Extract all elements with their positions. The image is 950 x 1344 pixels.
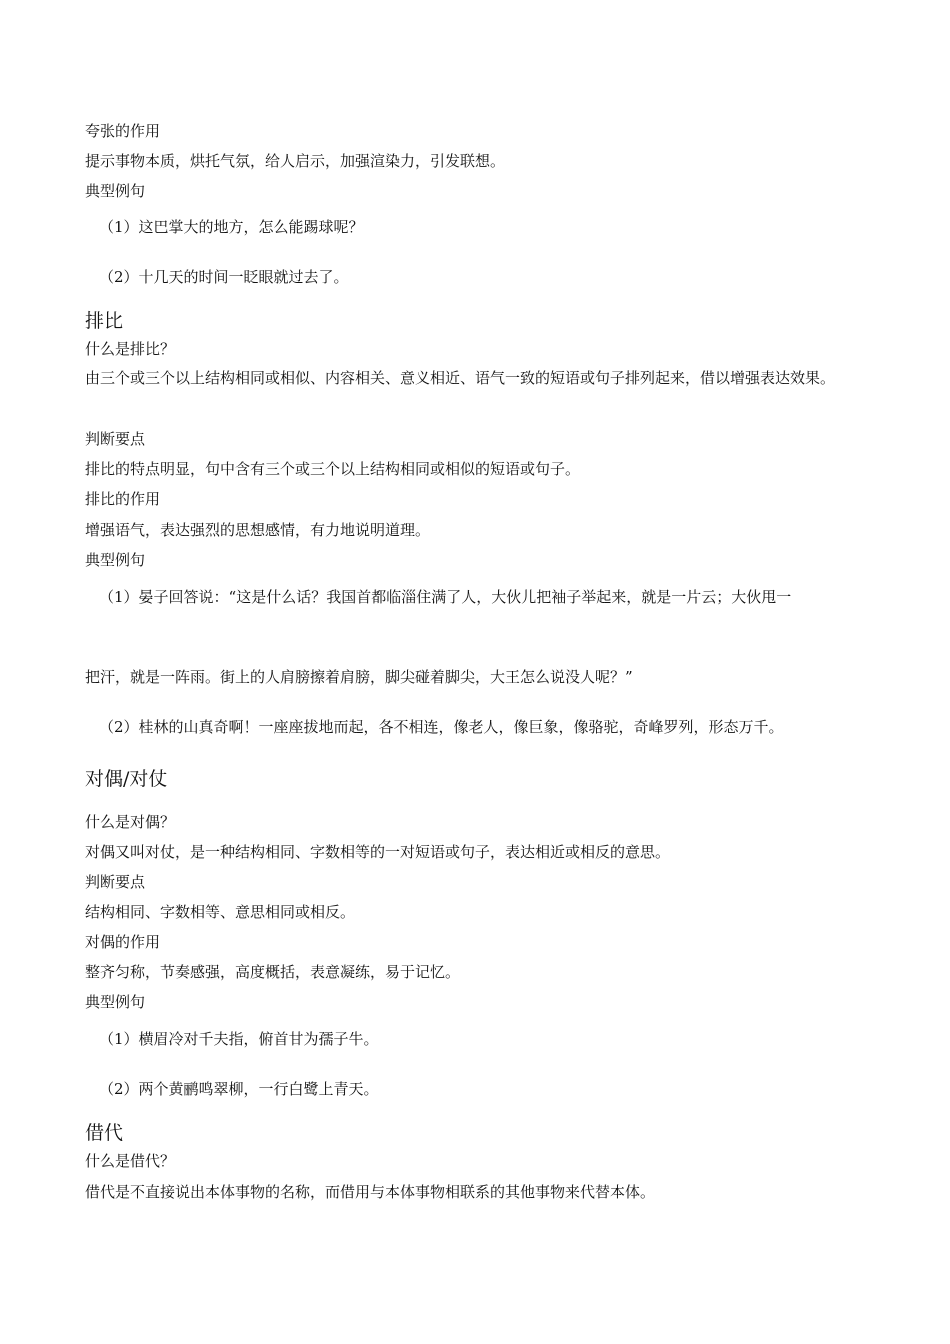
antithesis-example-2: （2）两个黄鹂鸣翠柳，一行白鹭上青天。: [99, 1080, 379, 1098]
hyperbole-examples-title: 典型例句: [85, 182, 146, 200]
parallelism-role-title: 排比的作用: [85, 490, 161, 508]
antithesis-role-title: 对偶的作用: [85, 933, 161, 951]
antithesis-heading: 对偶/对仗: [85, 768, 168, 790]
antithesis-role-text: 整齐匀称，节奏感强，高度概括，表意凝练，易于记忆。: [85, 963, 461, 981]
metonymy-what-title: 什么是借代？: [85, 1152, 176, 1170]
parallelism-example-1-line-2: 把汗，就是一阵雨。街上的人肩膀擦着肩膀，脚尖碰着脚尖，大王怎么说没人呢？”: [85, 668, 633, 686]
antithesis-example-1: （1）横眉冷对千夫指，俯首甘为孺子牛。: [99, 1030, 379, 1048]
antithesis-what-title: 什么是对偶？: [85, 813, 176, 831]
metonymy-heading: 借代: [85, 1122, 124, 1144]
antithesis-judge-text: 结构相同、字数相等、意思相同或相反。: [85, 903, 356, 921]
parallelism-what-title: 什么是排比？: [85, 340, 176, 358]
antithesis-what-text: 对偶又叫对仗，是一种结构相同、字数相等的一对短语或句子，表达相近或相反的意思。: [85, 843, 671, 861]
parallelism-examples-title: 典型例句: [85, 551, 146, 569]
parallelism-example-2: （2）桂林的山真奇啊！一座座拔地而起，各不相连，像老人，像巨象，像骆驼，奇峰罗列，形态万千。: [99, 718, 784, 736]
parallelism-role-text: 增强语气，表达强烈的思想感情，有力地说明道理。: [85, 521, 431, 539]
parallelism-what-text: 由三个或三个以上结构相同或相似、内容相关、意义相近、语气一致的短语或句子排列起来，借以增强表达效果。: [85, 369, 836, 387]
parallelism-example-1-line-1: （1）晏子回答说：“这是什么话？我国首都临淄住满了人，大伙儿把袖子举起来，就是一片云；大伙甩一: [99, 588, 792, 606]
parallelism-judge-title: 判断要点: [85, 430, 146, 448]
hyperbole-example-1: （1）这巴掌大的地方，怎么能踢球呢？: [99, 218, 364, 236]
hyperbole-role-text: 提示事物本质，烘托气氛，给人启示，加强渲染力，引发联想。: [85, 152, 506, 170]
hyperbole-role-title: 夸张的作用: [85, 122, 161, 140]
antithesis-judge-title: 判断要点: [85, 873, 146, 891]
antithesis-examples-title: 典型例句: [85, 993, 146, 1011]
parallelism-heading: 排比: [85, 310, 124, 332]
parallelism-judge-text: 排比的特点明显，句中含有三个或三个以上结构相同或相似的短语或句子。: [85, 460, 581, 478]
hyperbole-example-2: （2）十几天的时间一眨眼就过去了。: [99, 268, 349, 286]
metonymy-what-text: 借代是不直接说出本体事物的名称，而借用与本体事物相联系的其他事物来代替本体。: [85, 1183, 656, 1201]
